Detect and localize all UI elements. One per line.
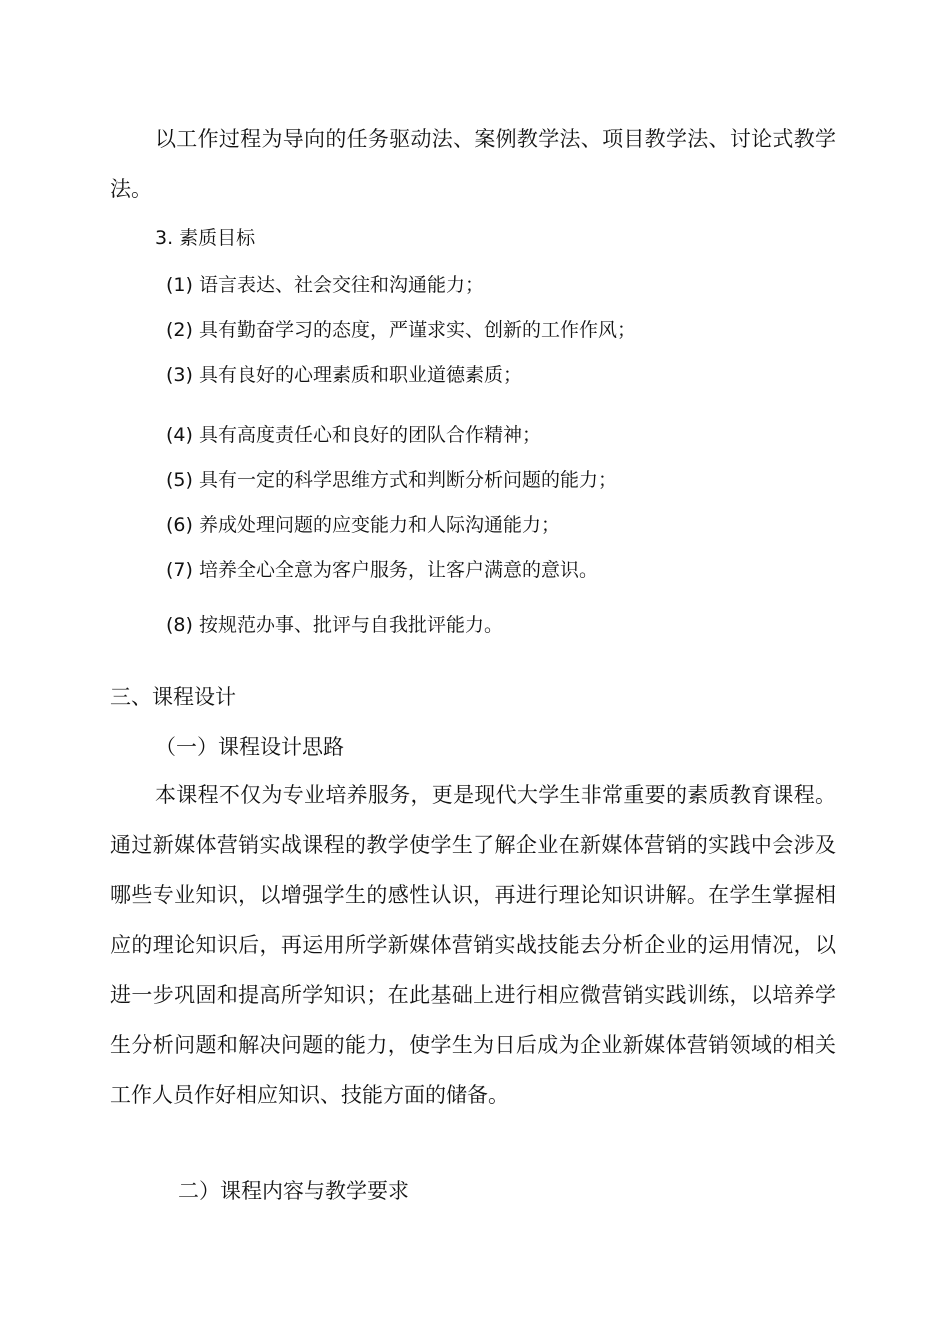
quality-goal-heading: 3. 素质目标	[155, 227, 256, 249]
quality-item-4: (4) 具有高度责任心和良好的团队合作精神；	[166, 424, 541, 446]
paragraph-line-4: 应的理论知识后，再运用所学新媒体营销实战技能去分析企业的运用情况，以	[110, 933, 836, 957]
paragraph-line-6: 生分析问题和解决问题的能力，使学生为日后成为企业新媒体营销领域的相关	[110, 1033, 836, 1057]
quality-item-1: (1) 语言表达、社会交往和沟通能力；	[166, 274, 484, 296]
quality-item-2: (2) 具有勤奋学习的态度，严谨求实、创新的工作作风；	[166, 319, 636, 341]
quality-item-5: (5) 具有一定的科学思维方式和判断分析问题的能力；	[166, 469, 617, 491]
paragraph-line-5: 进一步巩固和提高所学知识；在此基础上进行相应微营销实践训练，以培养学	[110, 983, 836, 1007]
paragraph-line-3: 哪些专业知识，以增强学生的感性认识，再进行理论知识讲解。在学生掌握相	[110, 883, 836, 907]
paragraph-line-2: 通过新媒体营销实战课程的教学使学生了解企业在新媒体营销的实践中会涉及	[110, 833, 836, 857]
intro-line-2: 法。	[110, 177, 152, 201]
paragraph-line-7: 工作人员作好相应知识、技能方面的储备。	[110, 1083, 509, 1107]
subsection-2-heading: 二）课程内容与教学要求	[178, 1179, 409, 1203]
section-3-heading: 三、课程设计	[110, 685, 236, 709]
quality-item-3: (3) 具有良好的心理素质和职业道德素质；	[166, 364, 522, 386]
quality-item-6: (6) 养成处理问题的应变能力和人际沟通能力；	[166, 514, 560, 536]
paragraph-line-1: 本课程不仅为专业培养服务，更是现代大学生非常重要的素质教育课程。	[155, 783, 836, 807]
subsection-1-heading: （一）课程设计思路	[155, 735, 344, 759]
intro-line-1: 以工作过程为导向的任务驱动法、案例教学法、项目教学法、讨论式教学	[155, 127, 836, 151]
quality-item-8: (8) 按规范办事、批评与自我批评能力。	[166, 614, 503, 636]
quality-item-7: (7) 培养全心全意为客户服务，让客户满意的意识。	[166, 559, 598, 581]
